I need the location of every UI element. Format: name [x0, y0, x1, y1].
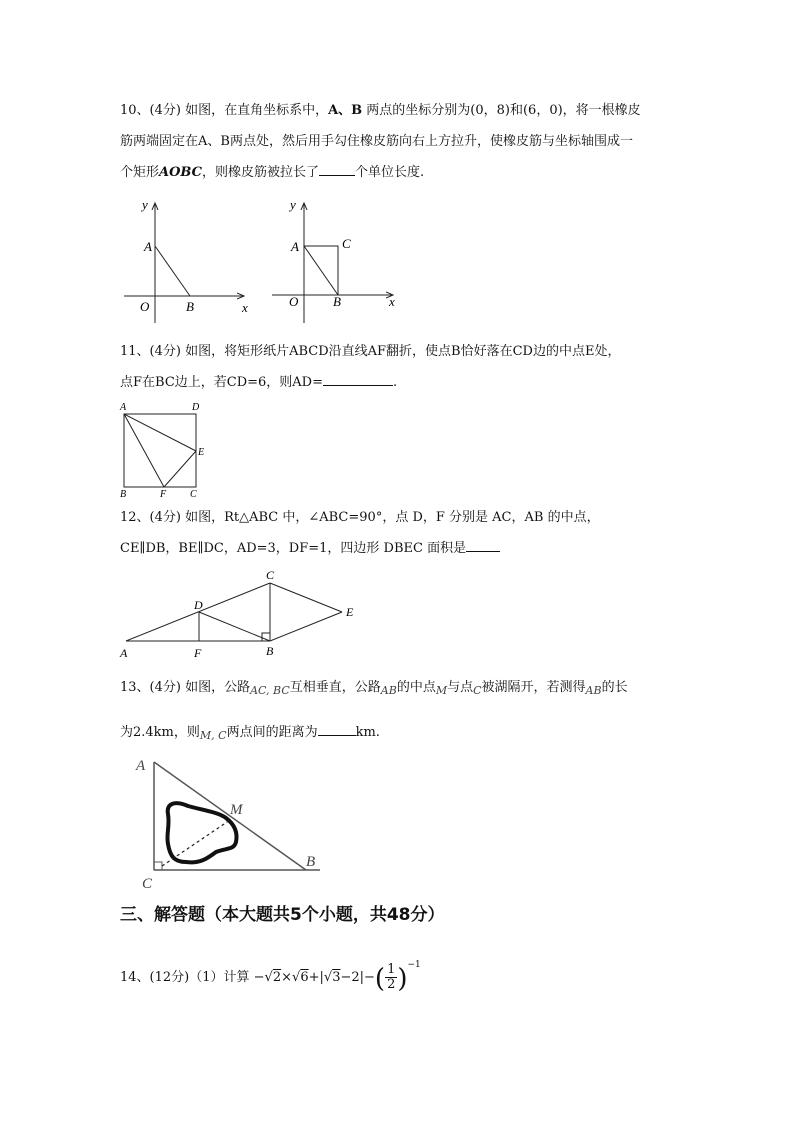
- label-A: A: [144, 239, 152, 254]
- label-M: M: [230, 802, 243, 818]
- q10-line2: 筋两端固定在A、B两点处，然后用手勾住橡皮筋向右上方拉升，使橡皮筋与坐标轴围成一: [120, 134, 633, 149]
- label-y: y: [142, 197, 148, 212]
- label-B: B: [186, 299, 194, 314]
- label-C: C: [266, 568, 275, 582]
- label-F: F: [160, 489, 167, 500]
- q14-expression: −√2×√6+|√3−2|−( $\frac{1}{2}$ )$^{-1}$: [253, 960, 421, 994]
- label-A: A: [120, 402, 127, 413]
- answer-blank: [319, 161, 355, 176]
- question-13: [120, 673, 680, 751]
- label-D: D: [194, 598, 203, 612]
- q10-line3: 个矩形AOBC，则橡皮筋被拉长了 个单位长度.: [120, 157, 680, 188]
- q10-figure: [118, 195, 408, 330]
- question-12: [120, 502, 680, 564]
- q13-figure: [130, 748, 330, 893]
- answer-blank: [466, 537, 500, 552]
- q12-figure: [114, 565, 374, 660]
- q13-line2: 为2.4km，则$_{M, C}$两点间的距离为 km.: [120, 718, 680, 751]
- label-C: C: [190, 489, 197, 500]
- label-A: A: [136, 758, 146, 774]
- label-A: A: [120, 646, 128, 660]
- label-C: C: [142, 876, 153, 892]
- q11-line2: 点F在BC边上，若CD=6，则AD= .: [120, 367, 680, 398]
- q13-line1: 13、(4分) 如图，公路$_{AC, BC}$互相垂直，公路$_{AB}$的中点$_M$与点$_C$被湖隔开，若测得$_{AB}$的长: [120, 680, 628, 697]
- answer-blank: [318, 721, 356, 736]
- label-x: x: [242, 300, 248, 315]
- label-O2: O: [289, 294, 299, 309]
- label-E: E: [198, 447, 205, 458]
- label-A2: A: [291, 239, 299, 254]
- q10-line1: 10、(4分) 如图，在直角坐标系中，A、B 两点的坐标分别为(0，8)和(6，0)，将一根橡皮: [120, 103, 641, 118]
- label-B: B: [120, 489, 127, 500]
- answer-blank: [323, 371, 393, 386]
- q12-line1: 12、(4分) 如图，Rt△ABC 中，∠ABC=90°，点 D，F 分别是 AC，AB 的中点，: [120, 510, 600, 525]
- label-F: F: [194, 646, 202, 660]
- label-B2: B: [333, 294, 341, 309]
- question-11: [120, 336, 680, 398]
- label-B: B: [266, 644, 274, 658]
- question-10: [120, 95, 680, 188]
- section-3-title: 三、解答题（本大题共5个小题，共48分）: [120, 905, 445, 925]
- label-E: E: [346, 605, 354, 619]
- q11-figure: [116, 400, 216, 500]
- label-C2: C: [342, 236, 351, 251]
- label-D: D: [192, 402, 200, 413]
- q12-line2: CE∥DB，BE∥DC，AD=3，DF=1，四边形 DBEC 面积是: [120, 533, 680, 564]
- question-14: 14、(12分)（1）计算 −√2×√6+|√3−2|−( $\frac{1}{2}$ )$^{-1}$: [120, 960, 421, 994]
- label-O: O: [140, 299, 150, 314]
- label-y2: y: [290, 197, 296, 212]
- label-B: B: [306, 854, 316, 870]
- label-x2: x: [389, 294, 395, 309]
- q11-line1: 11、(4分) 如图，将矩形纸片ABCD沿直线AF翻折，使点B恰好落在CD边的中点E处，: [120, 344, 621, 359]
